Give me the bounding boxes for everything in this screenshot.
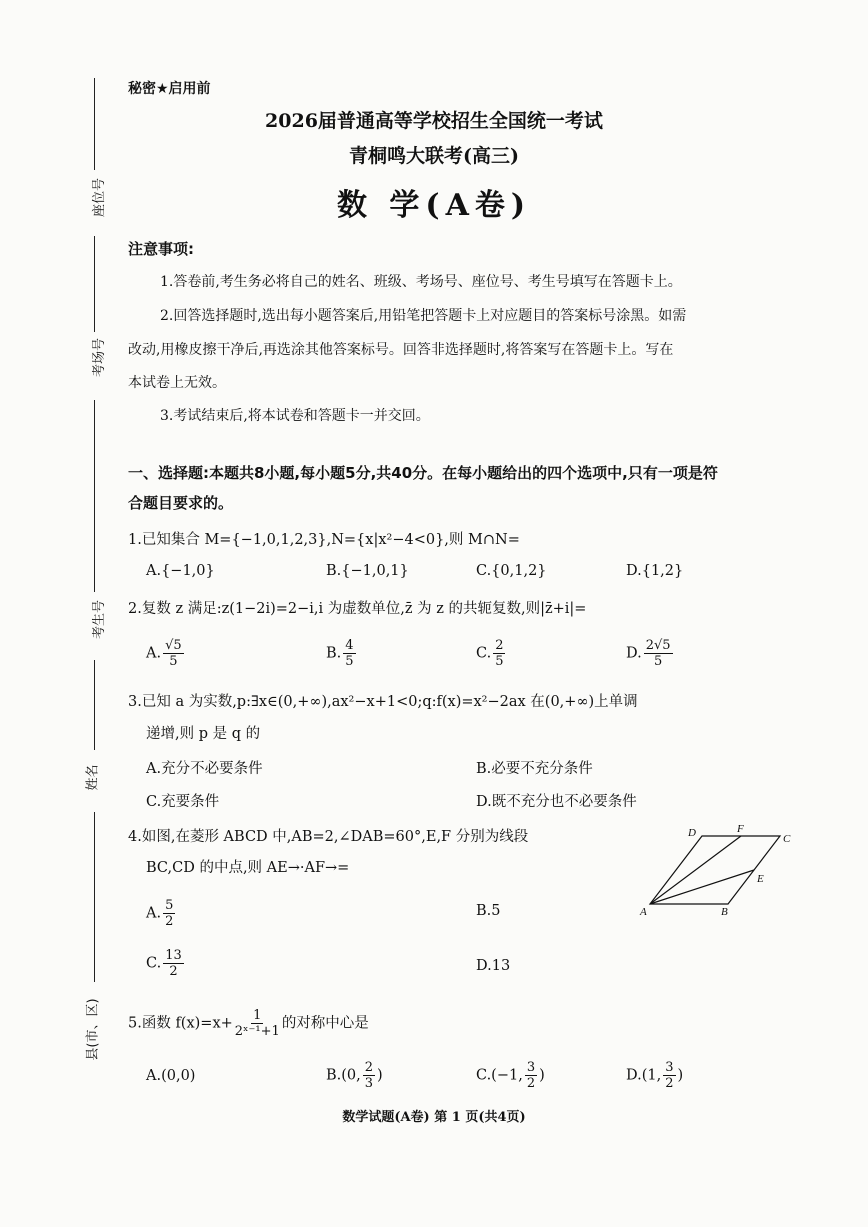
segment-ae (650, 870, 754, 904)
segment-af (650, 836, 741, 904)
q1-option-b: B.{−1,0,1} (326, 563, 409, 579)
q1-option-d: D.{1,2} (626, 563, 684, 579)
q2-option-c (476, 638, 507, 669)
q3-stem-line-1: 3.已知 a 为实数,p:∃x∈(0,+∞),ax²−x+1<0;q:f(x)=x²−2ax 在(0,+∞)上单调 (128, 694, 638, 710)
q2-a-den: 5 (169, 654, 178, 669)
q2-c-num: 2 (495, 638, 504, 653)
q4-stem-line-1: 4.如图,在菱形 ABCD 中,AB=2,∠DAB=60°,E,F 分别为线段 (128, 829, 529, 845)
q5-d-fraction (663, 1060, 675, 1091)
q5-den: 2ˣ⁻¹+1 (234, 1024, 280, 1039)
binding-line-4 (94, 660, 95, 750)
q5-b-post: ) (377, 1067, 383, 1084)
section-line-1: 一、选择题:本题共8小题,每小题5分,共40分。在每小题给出的四个选项中,只有一项是符 (128, 464, 718, 482)
q2-b-num: 4 (345, 638, 354, 653)
exam-title: 2026届普通高等学校招生全国统一考试 (265, 110, 603, 132)
name-label: 姓名 (85, 764, 101, 791)
q2-a-prefix: A. (146, 645, 162, 662)
q5-num: 1 (253, 1008, 262, 1023)
county-label: 县(市、区) (85, 998, 101, 1061)
q4-option-b: B.5 (476, 903, 501, 919)
q1-stem: 1.已知集合 M={−1,0,1,2,3},N={x|x²−4<0},则 M∩N= (128, 532, 520, 548)
q5-d-pre: D.(1, (626, 1067, 662, 1084)
vertex-a: A (640, 906, 647, 918)
q5-fraction (235, 1008, 280, 1039)
q5-c-pre: C.(−1, (476, 1067, 523, 1084)
examno-label: 考生号 (92, 599, 108, 640)
q5-c-num: 3 (526, 1060, 536, 1075)
binding-line-3 (94, 400, 95, 592)
rhombus-figure (636, 822, 806, 922)
q5-c-post: ) (539, 1067, 545, 1084)
q5-stem (128, 1008, 369, 1039)
q2-c-prefix: C. (476, 645, 492, 662)
q2-c-fraction (493, 638, 505, 669)
notice-heading: 注意事项: (128, 240, 194, 258)
q2-b-fraction (343, 638, 355, 669)
q4-c-prefix: C. (146, 955, 162, 972)
binding-line-5 (94, 812, 95, 982)
q3-stem-line-2: 递增,则 p 是 q 的 (146, 726, 261, 742)
subject-title: 数 学(A卷) (336, 188, 532, 223)
q4-a-fraction (163, 898, 175, 929)
vertex-b: B (721, 906, 728, 918)
q4-a-prefix: A. (146, 905, 162, 922)
vertex-d: D (688, 827, 696, 839)
q4-c-fraction (163, 948, 184, 979)
q5-b-num: 2 (364, 1060, 374, 1075)
section-line-2: 合题目要求的。 (128, 494, 234, 512)
section-heading (128, 458, 808, 518)
q5-d-num: 3 (665, 1060, 674, 1075)
q5-b-pre: B.(0, (326, 1067, 361, 1084)
notice-item-1: 1.答卷前,考生务必将自己的姓名、班级、考场号、座位号、考生号填写在答题卡上。 (160, 274, 682, 290)
secret-mark: 秘密★启用前 (128, 81, 211, 97)
notice-item-2b: 改动,用橡皮擦干净后,再选涂其他答案标号。回答非选择题时,将答案写在答题卡上。写在 (128, 342, 674, 358)
q5-d-post: ) (677, 1067, 684, 1084)
q4-c-num: 13 (165, 948, 182, 963)
q4-option-c (146, 948, 186, 979)
q5-b-fraction (363, 1060, 375, 1091)
q5-stem-post: 的对称中心是 (281, 1015, 369, 1032)
q3-option-c: C.充要条件 (146, 794, 220, 810)
q2-b-den: 5 (345, 654, 354, 669)
q2-option-a (146, 638, 186, 669)
q4-c-den: 2 (169, 964, 178, 979)
q3-option-b: B.必要不充分条件 (476, 761, 593, 777)
q4-a-den: 2 (165, 914, 174, 929)
q2-a-num: √5 (165, 638, 182, 653)
q4-option-d: D.13 (476, 958, 511, 974)
notice-item-3: 3.考试结束后,将本试卷和答题卡一并交回。 (160, 408, 430, 424)
notice-item-2a: 2.回答选择题时,选出每小题答案后,用铅笔把答题卡上对应题目的答案标号涂黑。如需 (160, 308, 687, 324)
q5-stem-pre: 5.函数 f(x)=x+ (128, 1015, 233, 1032)
q2-c-den: 5 (495, 654, 504, 669)
q1-option-a: A.{−1,0} (146, 563, 215, 579)
exam-subtitle: 青桐鸣大联考(高三) (349, 145, 519, 167)
notice-item-2c: 本试卷上无效。 (128, 375, 226, 391)
seat-label: 座位号 (92, 177, 108, 218)
point-e: E (757, 873, 764, 885)
q5-b-den: 3 (364, 1076, 374, 1091)
q3-option-d: D.既不充分也不必要条件 (476, 794, 637, 810)
q2-d-fraction (644, 638, 673, 669)
q5-option-a: A.(0,0) (146, 1068, 196, 1084)
binding-line-2 (94, 236, 95, 332)
q2-option-d (626, 638, 675, 669)
point-f: F (737, 823, 744, 835)
q1-option-c: C.{0,1,2} (476, 563, 547, 579)
q4-stem-line-2: BC,CD 的中点,则 AE→·AF→= (146, 860, 350, 876)
q2-d-den: 5 (653, 654, 663, 669)
q5-option-c (476, 1060, 545, 1091)
q4-option-a (146, 898, 177, 929)
q5-option-d (626, 1060, 683, 1091)
vertex-c: C (783, 833, 791, 845)
q2-stem: 2.复数 z 满足:z(1−2i)=2−i,i 为虚数单位,z̄ 为 z 的共轭复数,则|z̄+i|= (128, 601, 587, 617)
rhombus-outline (650, 836, 780, 904)
q2-d-num: 2√5 (645, 638, 671, 653)
q4-a-num: 5 (165, 898, 174, 913)
q2-b-prefix: B. (326, 645, 342, 662)
q5-d-den: 2 (665, 1076, 674, 1091)
q3-option-a: A.充分不必要条件 (146, 761, 263, 777)
q2-a-fraction (163, 638, 184, 669)
q5-c-fraction (525, 1060, 537, 1091)
room-label: 考场号 (92, 337, 108, 378)
page-footer: 数学试题(A卷) 第 1 页(共4页) (342, 1110, 526, 1125)
q2-option-b (326, 638, 358, 669)
q5-c-den: 2 (526, 1076, 536, 1091)
q2-d-prefix: D. (626, 645, 642, 662)
q5-option-b (326, 1060, 383, 1091)
